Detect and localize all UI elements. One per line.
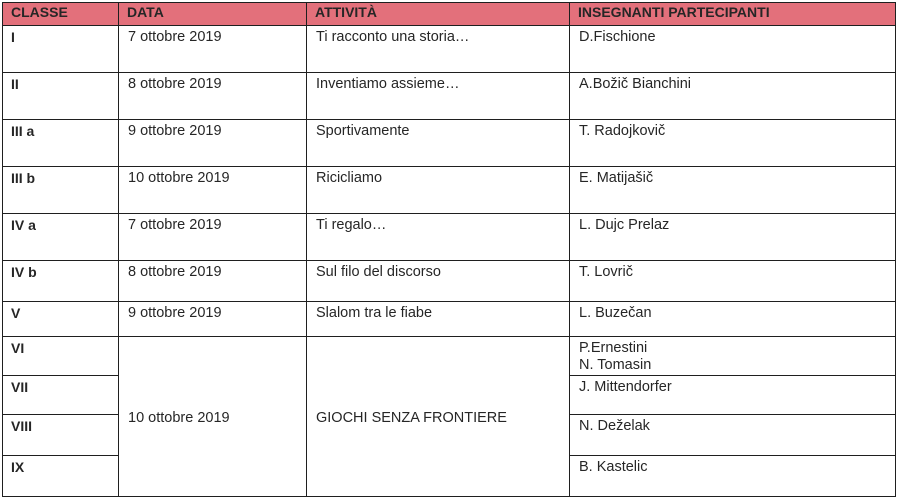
table-row (3, 73, 896, 120)
activity-cell: Ricicliamo (307, 167, 570, 214)
class-cell: I (3, 26, 119, 73)
date-cell: 10 ottobre 2019 (119, 337, 307, 497)
date-cell: 9 ottobre 2019 (119, 120, 307, 167)
class-cell: IV a (3, 214, 119, 261)
table-row (3, 302, 896, 337)
teachers-cell (570, 337, 896, 376)
header-classe: CLASSE (3, 3, 119, 26)
date-cell: 8 ottobre 2019 (119, 261, 307, 302)
teachers-cell: N. Deželak (570, 415, 896, 456)
activity-cell: Sportivamente (307, 120, 570, 167)
teachers-cell: L. Dujc Prelaz (570, 214, 896, 261)
teachers-cell: T. Lovrič (570, 261, 896, 302)
class-cell: III a (3, 120, 119, 167)
table-row (3, 261, 896, 302)
activity-cell: Slalom tra le fiabe (307, 302, 570, 337)
header-insegnanti: INSEGNANTI PARTECIPANTI (570, 3, 896, 26)
teacher-name: N. Tomasin (579, 357, 652, 373)
activity-cell: Ti racconto una storia… (307, 26, 570, 73)
date-cell: 7 ottobre 2019 (119, 214, 307, 261)
activity-cell: Sul filo del discorso (307, 261, 570, 302)
class-cell: III b (3, 167, 119, 214)
teachers-cell: A.Božič Bianchini (570, 73, 896, 120)
header-attivita: ATTIVITÀ (307, 3, 570, 26)
table-row (3, 337, 896, 376)
table-row (3, 167, 896, 214)
activity-cell: Ti regalo… (307, 214, 570, 261)
date-cell: 7 ottobre 2019 (119, 26, 307, 73)
table-row (3, 120, 896, 167)
teachers-cell: L. Buzečan (570, 302, 896, 337)
class-cell: VII (3, 376, 119, 415)
teachers-cell: D.Fischione (570, 26, 896, 73)
header-row (3, 3, 896, 26)
class-cell: IX (3, 456, 119, 497)
table-row (3, 26, 896, 73)
date-cell: 8 ottobre 2019 (119, 73, 307, 120)
class-cell: VIII (3, 415, 119, 456)
activity-cell: GIOCHI SENZA FRONTIERE (307, 337, 570, 497)
teachers-cell: E. Matijašič (570, 167, 896, 214)
teachers-cell: B. Kastelic (570, 456, 896, 497)
class-cell: II (3, 73, 119, 120)
date-cell: 9 ottobre 2019 (119, 302, 307, 337)
class-cell: IV b (3, 261, 119, 302)
class-cell: VI (3, 337, 119, 376)
schedule-table (2, 2, 896, 497)
date-cell: 10 ottobre 2019 (119, 167, 307, 214)
teachers-cell: J. Mittendorfer (570, 376, 896, 415)
teachers-cell: T. Radojkovič (570, 120, 896, 167)
table-row (3, 214, 896, 261)
class-cell: V (3, 302, 119, 337)
teacher-name: P.Ernestini (579, 340, 648, 356)
activity-cell: Inventiamo assieme… (307, 73, 570, 120)
header-data: DATA (119, 3, 307, 26)
